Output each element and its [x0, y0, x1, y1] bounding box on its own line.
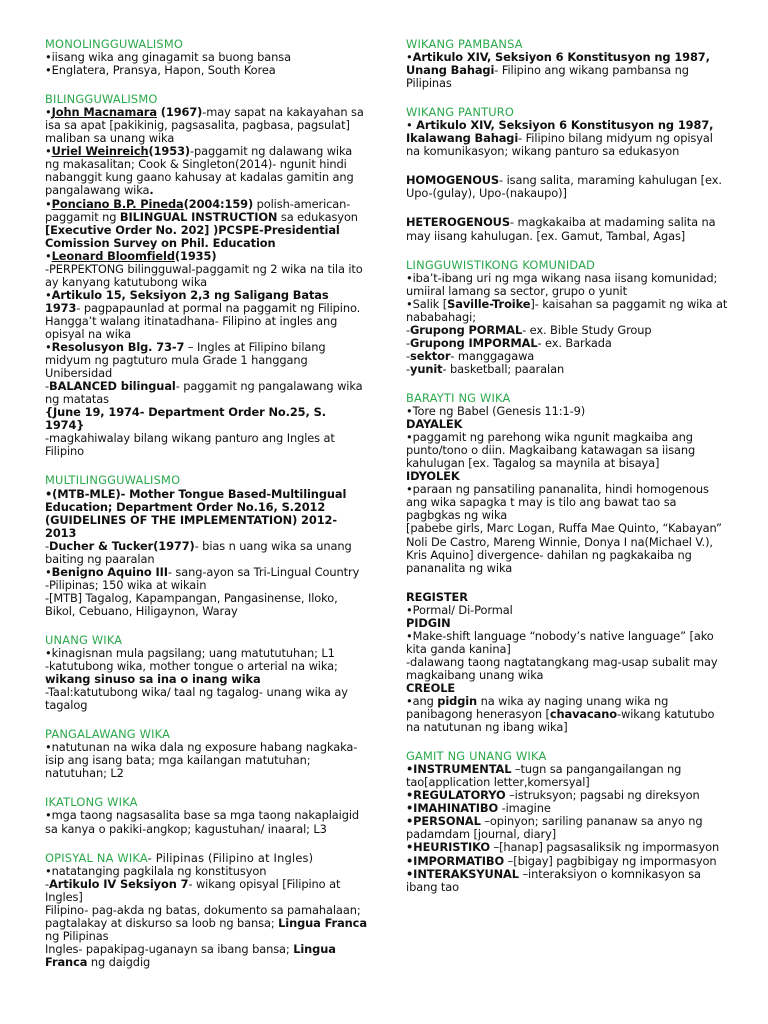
text-run: polish-american- paggamit ng	[45, 196, 351, 224]
bold-run: Artikulo XIV, Seksiyon 6 Konstitusyon ng 1987, Ikalawang Bahagi	[406, 118, 714, 146]
bold-run: •INTERAKSYUNAL	[406, 866, 519, 881]
bold-run: •(MTB-MLE)- Mother Tongue Based-Multilingual Education; Department Order No.16, S.2012 (GUIDELINES OF THE IMPLEMENTATION) 2012-2013	[45, 486, 347, 540]
text-run: Filipino- pag-akda ng batas, dokumento sa pamahalaan; pagtalakay at diskurso sa loob ng bansa;	[45, 902, 361, 930]
bold-run: John Macnamara	[51, 105, 157, 120]
section-opisyal-na-wika	[45, 852, 367, 969]
bold-run: Lingua Franca	[278, 915, 367, 930]
text-line	[406, 656, 728, 682]
bold-run: (1967)	[156, 105, 203, 120]
text-line	[406, 695, 728, 734]
text-run: -Taal:katutubong wika/ taal ng tagalog- unang wika ay tagalog	[45, 685, 348, 713]
bold-run: [Executive Order No. 202] )PCSPE-Presidential Comission Survey on Phil. Education	[45, 222, 340, 250]
text-run: -paggamit ng dalawang wika ng makasalitan; Cook & Singleton(2014)- ngunit hindi nabanggit kung gaano kahusay at kadalas gamitin ang pangalawang wika	[45, 144, 354, 198]
bold-run: Grupong IMPORMAL	[410, 335, 538, 350]
left-column	[45, 38, 367, 985]
text-run: - wikang opisyal [Filipino at Ingles]	[45, 876, 341, 904]
text-line	[45, 488, 367, 540]
text-run: -Pilipinas; 150 wika at wikain	[45, 577, 207, 592]
text-line	[45, 592, 367, 618]
text-line	[406, 51, 728, 90]
text-run: [pabebe girls, Marc Logan, Ruffa Mae Quinto, “Kabayan” Noli De Castro, Mareng Winnie, Donya I na(Michael V.), Kris Aquino] divergence- dahilan ng pagkakaiba ng pananalita ng wika	[406, 521, 722, 575]
bold-run: chavacano	[549, 707, 617, 722]
text-line	[45, 943, 367, 969]
bold-run: PIDGIN	[406, 615, 451, 630]
text-line	[406, 174, 728, 200]
text-line	[406, 815, 728, 841]
text-run: –[bigay] pagbibigay ng impormasyon	[504, 853, 717, 868]
text-run: •	[406, 118, 417, 133]
section-ikatlong-wika	[45, 796, 367, 835]
bold-run: IDYOLEK	[406, 469, 460, 484]
heading-suffix: - Pilipinas (Filipino at Ingles)	[147, 850, 314, 865]
bold-run: Benigno Aquino III	[51, 564, 168, 579]
text-line	[406, 868, 728, 894]
heading-text: BARAYTI NG WIKA	[406, 390, 511, 405]
text-line	[45, 878, 367, 904]
bold-run: pidgin	[437, 694, 478, 709]
text-run: - manggagawa	[450, 348, 535, 363]
text-run: Ingles- papakipag-uganayn sa ibang bansa;	[45, 941, 294, 956]
text-line	[406, 272, 728, 298]
section-notes	[406, 591, 728, 735]
heading-text: WIKANG PAMBANSA	[406, 37, 523, 51]
text-run: -	[406, 335, 411, 350]
text-run: –istruksyon; pagsabi ng direksyon	[505, 788, 700, 803]
text-run: -may sapat na kakayahan sa isa sa apat [pakikinig, pagsasalita, pagbasa, pagsulat] maliban sa unang wika	[45, 105, 364, 146]
section-unang-wika	[45, 634, 367, 712]
bold-run: DAYALEK	[406, 417, 463, 432]
text-run: -	[406, 348, 411, 363]
text-run: •Make-shift language “nobody’s native language” [ako kita ganda kanina]	[406, 628, 714, 656]
section-barayti-ng-wika	[406, 392, 728, 575]
text-run: ng daigdig	[87, 954, 151, 969]
text-run: •ang	[406, 694, 438, 709]
text-run: •	[45, 287, 52, 302]
bold-run: BALANCED bilingual	[49, 379, 176, 394]
section-gamit-ng-unang-wika	[406, 750, 728, 894]
text-run: •	[406, 50, 413, 65]
text-run: •	[45, 196, 52, 211]
text-run: -magkahiwalay bilang wikang panturo ang Ingles at Filipino	[45, 431, 335, 459]
text-line	[406, 363, 728, 376]
heading-text: OPISYAL NA WIKA	[45, 850, 148, 865]
text-line	[45, 406, 367, 432]
text-line	[45, 380, 367, 406]
right-column	[406, 38, 728, 910]
text-line	[45, 289, 367, 341]
section-wikang-pambansa	[406, 38, 728, 90]
bold-run: •INSTRUMENTAL	[406, 762, 512, 777]
bold-run: CREOLE	[406, 680, 456, 695]
text-run: •natatanging pagkilala ng konstitusyon	[45, 863, 267, 878]
text-line	[45, 145, 367, 197]
section-lingguwistikong-komunidad	[406, 259, 728, 376]
text-run: -PERPEKTONG bilingguwal-paggamit ng 2 wika na tila ito ay kanyang katutubong wika	[45, 261, 363, 289]
bold-run: •PERSONAL	[406, 814, 481, 829]
text-run: •natutunan na wika dala ng exposure habang nagkaka-isip ang isang bata; mga kailangan matutuhan; natutuhan; L2	[45, 740, 358, 781]
bold-run: •REGULATORYO	[406, 788, 506, 803]
heading-text: LINGGUWISTIKONG KOMUNIDAD	[406, 257, 596, 272]
bold-run: REGISTER	[406, 589, 468, 604]
text-run: - isang salita, maraming kahulugan [ex. Upo-(gulay), Upo-(nakaupo)]	[406, 173, 722, 201]
text-run: - Filipino ang wikang pambansa ng Pilipinas	[406, 63, 689, 91]
text-run: ]- kaisahan sa paggamit ng wika at nababahagi;	[406, 296, 728, 324]
text-line	[45, 660, 367, 686]
bold-run: Resolusyon Blg. 73-7	[51, 340, 185, 355]
section-multilingguwalismo	[45, 474, 367, 618]
bold-run: (2004:159)	[183, 196, 254, 211]
text-run: •mga taong nagsasalita base sa mga taong nakaplaigid sa kanya o pakiki-angkop; kagustuhan/ inaaral; L3	[45, 808, 360, 836]
text-run: •Pormal/ Di-Pormal	[406, 602, 513, 617]
text-run: -katutubong wika, mother tongue o arterial na wika;	[45, 659, 338, 674]
text-run: •Salik [	[406, 296, 448, 311]
text-line	[406, 431, 728, 470]
text-run: •	[45, 144, 52, 159]
text-line	[406, 216, 728, 242]
text-run: –opinyon; sariling pananaw sa anyo ng padamdam [journal, diary]	[406, 814, 703, 842]
text-run: –tugn sa pangangailangan ng tao[application letter,komersyal]	[406, 762, 682, 790]
text-line	[45, 540, 367, 566]
heading-text: MULTILINGGUWALISMO	[45, 473, 181, 488]
bold-run: sektor	[410, 348, 451, 363]
text-run: •	[45, 564, 52, 579]
bold-run: wikang sinuso sa ina o inang wika	[45, 672, 261, 687]
text-line	[45, 198, 367, 224]
bold-run: Leonard Bloomfield	[51, 248, 175, 263]
section-notes	[406, 216, 728, 242]
text-run: - ex. Bible Study Group	[522, 322, 652, 337]
text-run: •iisang wika ang ginagamit sa buong bansa	[45, 50, 291, 65]
bold-run: yunit	[410, 361, 443, 376]
text-run: - basketball; paaralan	[442, 361, 565, 376]
bold-run: Artikulo IV Seksiyon 7	[49, 876, 189, 891]
text-line	[406, 630, 728, 656]
text-line	[406, 298, 728, 324]
heading-text: PANGALAWANG WIKA	[45, 727, 171, 742]
text-run: – Ingles at Filipino bilang midyum ng pagtuturo mula Grade 1 hanggang Unibersidad	[45, 340, 326, 381]
text-run: -	[45, 876, 50, 891]
text-line	[45, 741, 367, 780]
bold-run: (1935)	[174, 248, 217, 263]
text-run: sa edukasyon	[277, 209, 358, 224]
text-run: -wikang katutubo na natutunan ng ibang wika]	[406, 707, 715, 735]
text-run: •	[45, 248, 52, 263]
section-notes	[406, 174, 728, 200]
bold-run: Artikulo XIV, Seksiyon 6 Konstitusyon ng 1987, Unang Bahagi	[406, 50, 710, 78]
text-run: na wika ay naging unang wika ng panibagong henerasyon [	[406, 694, 669, 722]
text-run: -	[45, 538, 50, 553]
text-run: •paggamit ng parehong wika ngunit magkaiba ang punto/tono o diin. Magkaibang katawagan sa iisang kahulugan [ex. Tagalog sa maynila at bisaya]	[406, 430, 696, 471]
bold-run: Ducher & Tucker(1977)	[49, 538, 195, 553]
bold-run: BILINGUAL INSTRUCTION	[119, 209, 278, 224]
text-line	[406, 522, 728, 574]
text-run: –[hanap] pagsasaliksik ng impormasyon	[489, 840, 720, 855]
text-run: - sang-ayon sa Tri-Lingual Country	[167, 564, 360, 579]
heading-text: GAMIT NG UNANG WIKA	[406, 749, 547, 764]
bold-run: Artikulo 15, Seksiyon 2,3 ng Saligang Batas 1973	[45, 287, 329, 315]
text-run: •	[45, 105, 52, 120]
text-run: •kinagisnan mula pagsilang; uang matututuhan; L1	[45, 646, 335, 661]
bold-run: Grupong PORMAL	[410, 322, 523, 337]
text-line	[45, 809, 367, 835]
text-run: - pagpapaunlad at pormal na paggamit ng Filipino. Hangga’t walang itinatadhana- Filipino at ingles ang opisyal na wika	[45, 300, 361, 341]
bold-run: Ponciano B.P. Pineda	[51, 196, 184, 211]
text-run: ng Pilipinas	[45, 928, 109, 943]
heading-text: UNANG WIKA	[45, 632, 123, 647]
section-pangalawang-wika	[45, 728, 367, 780]
text-run: •	[45, 340, 52, 355]
bold-run: Uriel Weinreich	[51, 144, 149, 159]
section-monolingguwalismo	[45, 38, 367, 77]
bold-run: HETEROGENOUS	[406, 215, 510, 230]
text-line	[45, 224, 367, 250]
text-line	[45, 432, 367, 458]
text-line	[45, 64, 367, 77]
bold-run: (1953)	[148, 144, 191, 159]
bold-run: Saville-Troike	[447, 296, 531, 311]
text-run: •iba’t-ibang uri ng mga wikang nasa iisang komunidad; umiiral lamang sa sector, grupo o yunit	[406, 270, 718, 298]
bold-run: •HEURISTIKO	[406, 840, 490, 855]
text-run: -	[45, 379, 50, 394]
text-run: •paraan ng pansatiling pananalita, hindi homogenous ang wika sapagka t may is tilo ang bawat tao sa pagbgkas ng wika	[406, 482, 709, 523]
bold-run: Lingua Franca	[45, 941, 336, 969]
heading-text: WIKANG PANTURO	[406, 105, 515, 120]
text-line	[406, 604, 728, 617]
text-line	[406, 763, 728, 789]
text-line	[45, 686, 367, 712]
text-run: -[MTB] Tagalog, Kapampangan, Pangasinense, Iloko, Bikol, Cebuano, Hiligaynon, Waray	[45, 590, 338, 618]
text-run: -	[406, 361, 411, 376]
text-run: -	[406, 322, 411, 337]
text-run: - Filipino bilang midyum ng opisyal na komunikasyon; wikang panturo sa edukasyon	[406, 131, 713, 159]
bold-run: •IMAHINATIBO	[406, 801, 499, 816]
text-line	[406, 483, 728, 522]
text-line	[45, 904, 367, 943]
text-run: - bias n uang wika sa unang baiting ng paaralan	[45, 538, 352, 566]
heading-text: IKATLONG WIKA	[45, 795, 138, 810]
section-wikang-panturo	[406, 106, 728, 158]
text-line	[45, 263, 367, 289]
bold-run: .	[149, 183, 154, 198]
text-run: - magkakaiba at madaming salita na may iisang kahulugan. [ex. Gamut, Tambal, Agas]	[406, 215, 716, 243]
text-line	[45, 106, 367, 145]
text-run: –interaksiyon o komnikasyon sa ibang tao	[406, 866, 701, 894]
text-line	[406, 119, 728, 158]
text-run: - ex. Barkada	[537, 335, 612, 350]
bold-run: {June 19, 1974- Department Order No.25, S. 1974}	[45, 405, 326, 433]
heading-text: MONOLINGGUWALISMO	[45, 37, 184, 51]
heading-text: BILINGGUWALISMO	[45, 92, 158, 107]
text-run: •Englatera, Pransya, Hapon, South Korea	[45, 63, 276, 78]
bold-run: •IMPORMATIBO	[406, 853, 505, 868]
text-run: - paggamit ng pangalawang wika ng matatas	[45, 379, 363, 407]
text-run: •Tore ng Babel (Genesis 11:1-9)	[406, 404, 586, 419]
text-line	[45, 341, 367, 380]
section-bilingguwalismo	[45, 93, 367, 458]
bold-run: HOMOGENOUS	[406, 173, 500, 188]
text-run: -dalawang taong nagtatangkang mag-usap subalit may magkaibang unang wika	[406, 654, 718, 682]
text-run: -imagine	[498, 801, 551, 816]
